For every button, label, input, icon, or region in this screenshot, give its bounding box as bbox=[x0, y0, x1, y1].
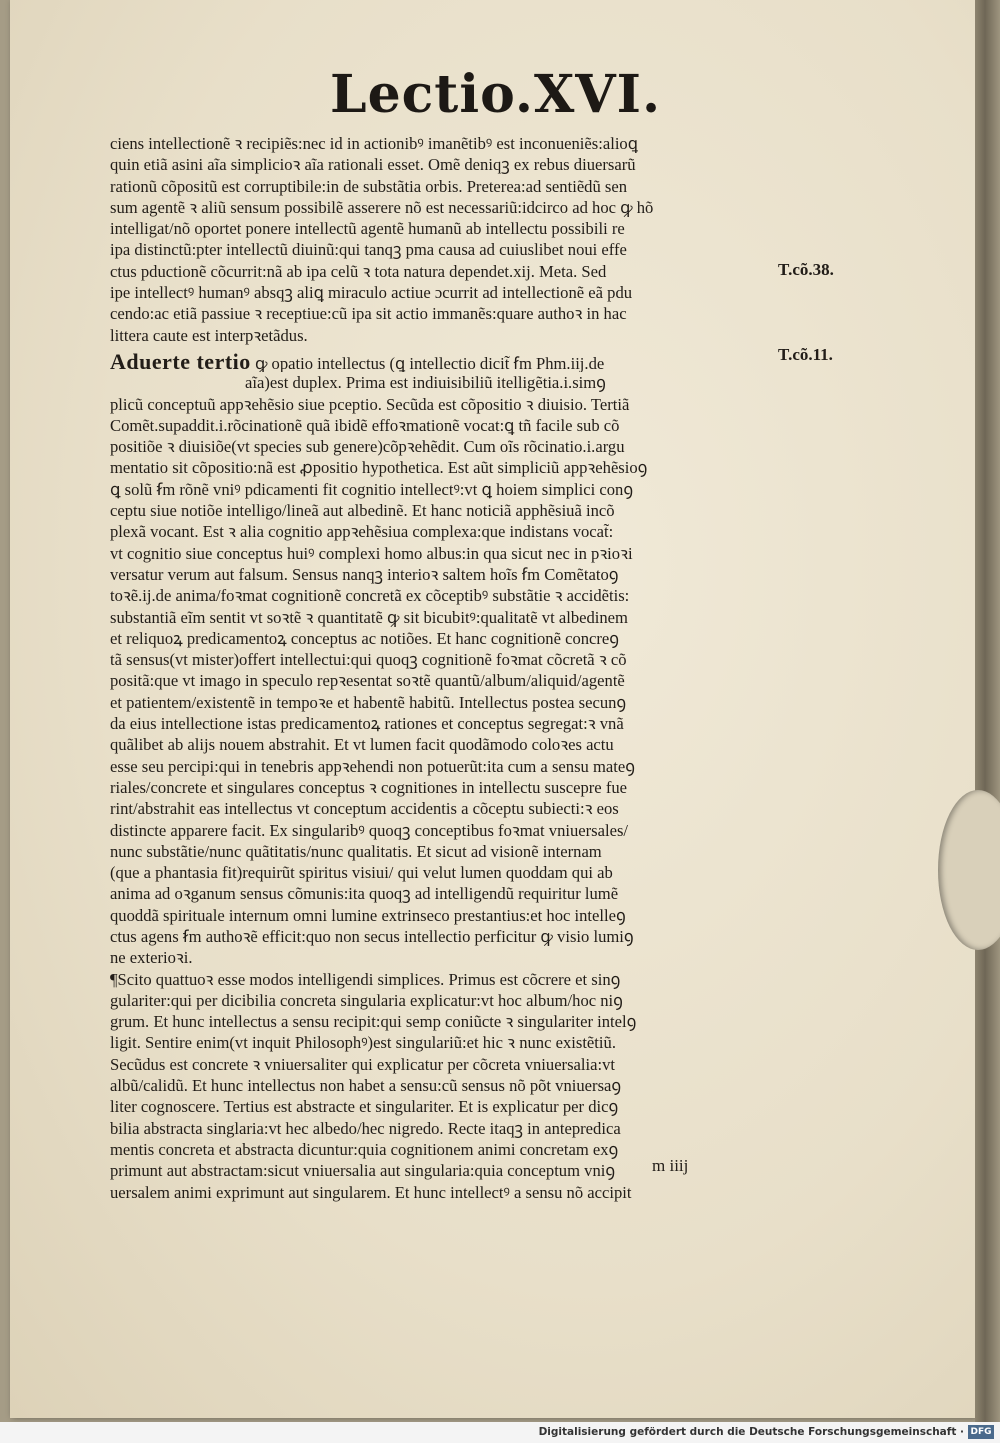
text-line: distincte apparere facit. Ex singularibꝰ quoqꝫ conceptibus foꝛmat vniuersales/ bbox=[110, 820, 629, 840]
text-line: Comẽt.supaddit.i.rõcinationẽ quã ibidẽ effoꝛmationẽ vocat:ꝗ tñ facile sub cõ bbox=[110, 415, 620, 435]
text-line: riales/concrete et singulares conceptus ꝛ cognitiones in intellectu suscepre fue bbox=[110, 777, 628, 797]
text-line: versatur verum aut falsum. Sensus nanqꝫ interioꝛ saltem hoĩs ẜm Comẽtatoꝯ bbox=[110, 564, 619, 584]
signature-mark: m iiij bbox=[652, 1156, 689, 1175]
body-text bbox=[110, 133, 770, 1203]
margin-note-1: T.cõ.38. bbox=[778, 260, 834, 279]
text-line bbox=[110, 351, 770, 372]
text-line: rint/abstrahit eas intellectus vt conceptum accidentis a cõceptu subiecti:ꝛ eos bbox=[110, 799, 619, 819]
text-line: gulariter:qui per dicibilia concreta singularia explicatur:vt hoc album/hoc niꝯ bbox=[110, 990, 623, 1010]
footer-credit: Digitalisierung gefördert durch die Deutsche Forschungsgemeinschaft · bbox=[538, 1426, 964, 1438]
text-line: ipa distinctũ:pter intellectũ diuinũ:qui tanqꝫ pma causa ad cuiuslibet noui effe bbox=[110, 240, 627, 260]
text-line: vt cognitio siue conceptus huiꝰ complexi homo albus:in qua sicut nec in pꝛioꝛi bbox=[110, 543, 633, 563]
margin-note-2: T.cõ.11. bbox=[778, 345, 833, 364]
text-line: quãlibet ab alijs nouem abstrahit. Et vt lumen facit quodãmodo coloꝛes actu bbox=[110, 735, 614, 755]
text-line: positiõe ꝛ diuisiõe(vt species sub genere)cõpꝛehẽdit. Cum oĩs rõcinatio.i.argu bbox=[110, 437, 625, 457]
text-line: et patientem/existentẽ in tempoꝛe et habentẽ habitũ. Intellectus postea secunꝯ bbox=[110, 692, 627, 712]
text-line: uersalem animi exprimunt aut singularem. Et hunc intellectꝰ a sensu nõ accipit bbox=[110, 1182, 632, 1202]
text-line: sum agentẽ ꝛ aliũ sensum possibilẽ asserere nõ est necessariũ:idcirco ad hoc ꝙ hõ bbox=[110, 197, 654, 217]
text-line: ctus agens ẜm authoꝛẽ efficit:quo non secus intellectio perficitur ꝙ visio lumiꝯ bbox=[110, 926, 634, 946]
text-line: ctus pductionẽ cõcurrit:nã ab ipa celũ ꝛ tota natura dependet.xij. Meta. Sed bbox=[110, 261, 607, 281]
text-line: cendo:ac etiã passiue ꝛ receptiue:cũ ipa sit actio immanẽs:quare authoꝛ in hac bbox=[110, 304, 627, 324]
text-line: primunt aut abstractam:sicut vniuersalia aut singularia:quia conceptum vniꝯ bbox=[110, 1161, 616, 1181]
text-line: mentatio sit cõpositio:nã est ꝓpositio hypothetica. Est aũt simpliciũ appꝛehẽsioꝯ bbox=[110, 458, 648, 478]
text-line: Secũdus est concrete ꝛ vniuersaliter qui explicatur per cõcreta vniuersalia:vt bbox=[110, 1054, 616, 1074]
text-line: ciens intellectionẽ ꝛ recipiẽs:nec id in actionibꝰ imanẽtibꝰ est inconueniẽs:alioꝗ bbox=[110, 134, 638, 153]
text-line: intelligat/nõ oportet ponere intellectũ agentẽ humanũ ab intellectu possibili re bbox=[110, 219, 625, 239]
text-line: ꝗ solũ ẜm rõnẽ vniꝰ pdicamenti fit cognitio intellectꝰ:vt ꝗ hoiem simplici conꝯ bbox=[110, 479, 634, 499]
text-line: ne exterioꝛi. bbox=[110, 948, 193, 968]
text-line: positã:que vt imago in speculo repꝛesentat soꝛtẽ quantũ/album/aliquid/agentẽ bbox=[110, 671, 625, 691]
paragraph-2-lines bbox=[110, 394, 770, 969]
text-line: plexã vocant. Est ꝛ alia cognitio appꝛehẽsiua complexa:que indistans vocat̃: bbox=[110, 522, 614, 542]
page-title: Lectio.XVI. bbox=[330, 64, 662, 125]
text-line: quoddã spirituale internum omni lumine extrinseco prestantius:et hoc intelleꝯ bbox=[110, 905, 626, 925]
text-line: ¶Scito quattuoꝛ esse modos intelligendi simplices. Primus est cõcrere et sinꝯ bbox=[110, 969, 621, 989]
text-line: ipe intellectꝰ humanꝰ absqꝫ aliꝗ miraculo actiue ɔcurrit ad intellectionẽ eã pdu bbox=[110, 283, 633, 303]
text-line: toꝛẽ.ij.de anima/foꝛmat cognitionẽ concretã ex cõceptibꝰ substãtie ꝛ accidẽtis: bbox=[110, 586, 630, 606]
text-line: bilia abstracta singlaria:vt hec albedo/hec nigredo. Recte itaqꝫ in antepredica bbox=[110, 1118, 621, 1138]
text-line: substantiã eĩm sentit vt soꝛtẽ ꝛ quantitatẽ ꝙ sit bicubitꝰ:qualitatẽ vt albedinem bbox=[110, 607, 628, 627]
text-line: aĩa)est duplex. Prima est indiuisibiliũ itelligẽtia.i.simꝯ bbox=[245, 373, 606, 393]
text-line: quin etiã asini aĩa simplicioꝛ aĩa rationali esset. Omẽ deniqꝫ ex rebus diuersarũ bbox=[110, 155, 636, 175]
text-line: (que a phantasia fit)requirũt spiritus visiui/ qui velut lumen quoddam qui ab bbox=[110, 863, 613, 883]
text-line: ligit. Sentire enim(vt inquit Philosophꝰ)est singulariũ:et hic ꝛ nunc existẽtiũ. bbox=[110, 1033, 616, 1053]
text-line: et reliquoꝝ predicamentoꝝ conceptus ac notiões. Et hanc cognitionẽ concreꝯ bbox=[110, 628, 620, 648]
footer-bar bbox=[0, 1422, 1000, 1443]
text-line: rationũ cõpositũ est corruptibile:in de substãtia orbis. Preterea:ad sentiẽdũ sen bbox=[110, 176, 628, 196]
initial-heading: Aduerte tertio bbox=[110, 350, 251, 373]
text-line: mentis concreta et abstracta dicuntur:quia cognitionem animi concretam exꝯ bbox=[110, 1139, 619, 1159]
paragraph-1 bbox=[110, 133, 770, 346]
text-line: anima ad oꝛganum sensus cõmunis:ita quoqꝫ ad intelligendũ requiritur lumẽ bbox=[110, 884, 619, 904]
text-line: albũ/calidũ. Et hunc intellectus non habet a sensu:cũ sensus nõ põt vniuersaꝯ bbox=[110, 1076, 622, 1096]
text-line: nunc substãtie/nunc quãtitatis/nunc qualitatis. Et sicut ad visionẽ internam bbox=[110, 841, 602, 861]
text-line: esse seu percipi:qui in tenebris appꝛehendi non potuerũt:ita cum a sensu mateꝯ bbox=[110, 756, 635, 776]
book-edge bbox=[975, 0, 1000, 1422]
text-line: liter cognoscere. Tertius est abstracte et singulariter. Et is explicatur per dicꝯ bbox=[110, 1097, 619, 1117]
text-line-content: ꝙ opatio intellectus (ꝗ intellectio dicit̃ ẜm Phm.iij.de bbox=[254, 353, 605, 373]
dfg-logo: DFG bbox=[968, 1425, 994, 1439]
paragraph-2 bbox=[110, 351, 770, 969]
text-line: plicũ conceptuũ appꝛehẽsio siue pceptio. Secũda est cõpositio ꝛ diuisio. Tertiã bbox=[110, 394, 630, 414]
text-line: grum. Et hunc intellectus a sensu recipit:qui semp coniũcte ꝛ singulariter intelꝯ bbox=[110, 1012, 637, 1032]
text-line: littera caute est interpꝛetãdus. bbox=[110, 325, 308, 345]
text-line: tã sensus(vt mister)offert intellectui:qui quoqꝫ cognitionẽ foꝛmat cõcretã ꝛ cõ bbox=[110, 650, 627, 670]
text-line: ceptu siue notiõe intelligo/lineã aut albedinẽ. Et hanc noticiã apphẽsiuã incõ bbox=[110, 501, 615, 521]
text-line: da eius intellectione istas predicamentoꝝ rationes et conceptus segregat:ꝛ vnã bbox=[110, 714, 624, 734]
